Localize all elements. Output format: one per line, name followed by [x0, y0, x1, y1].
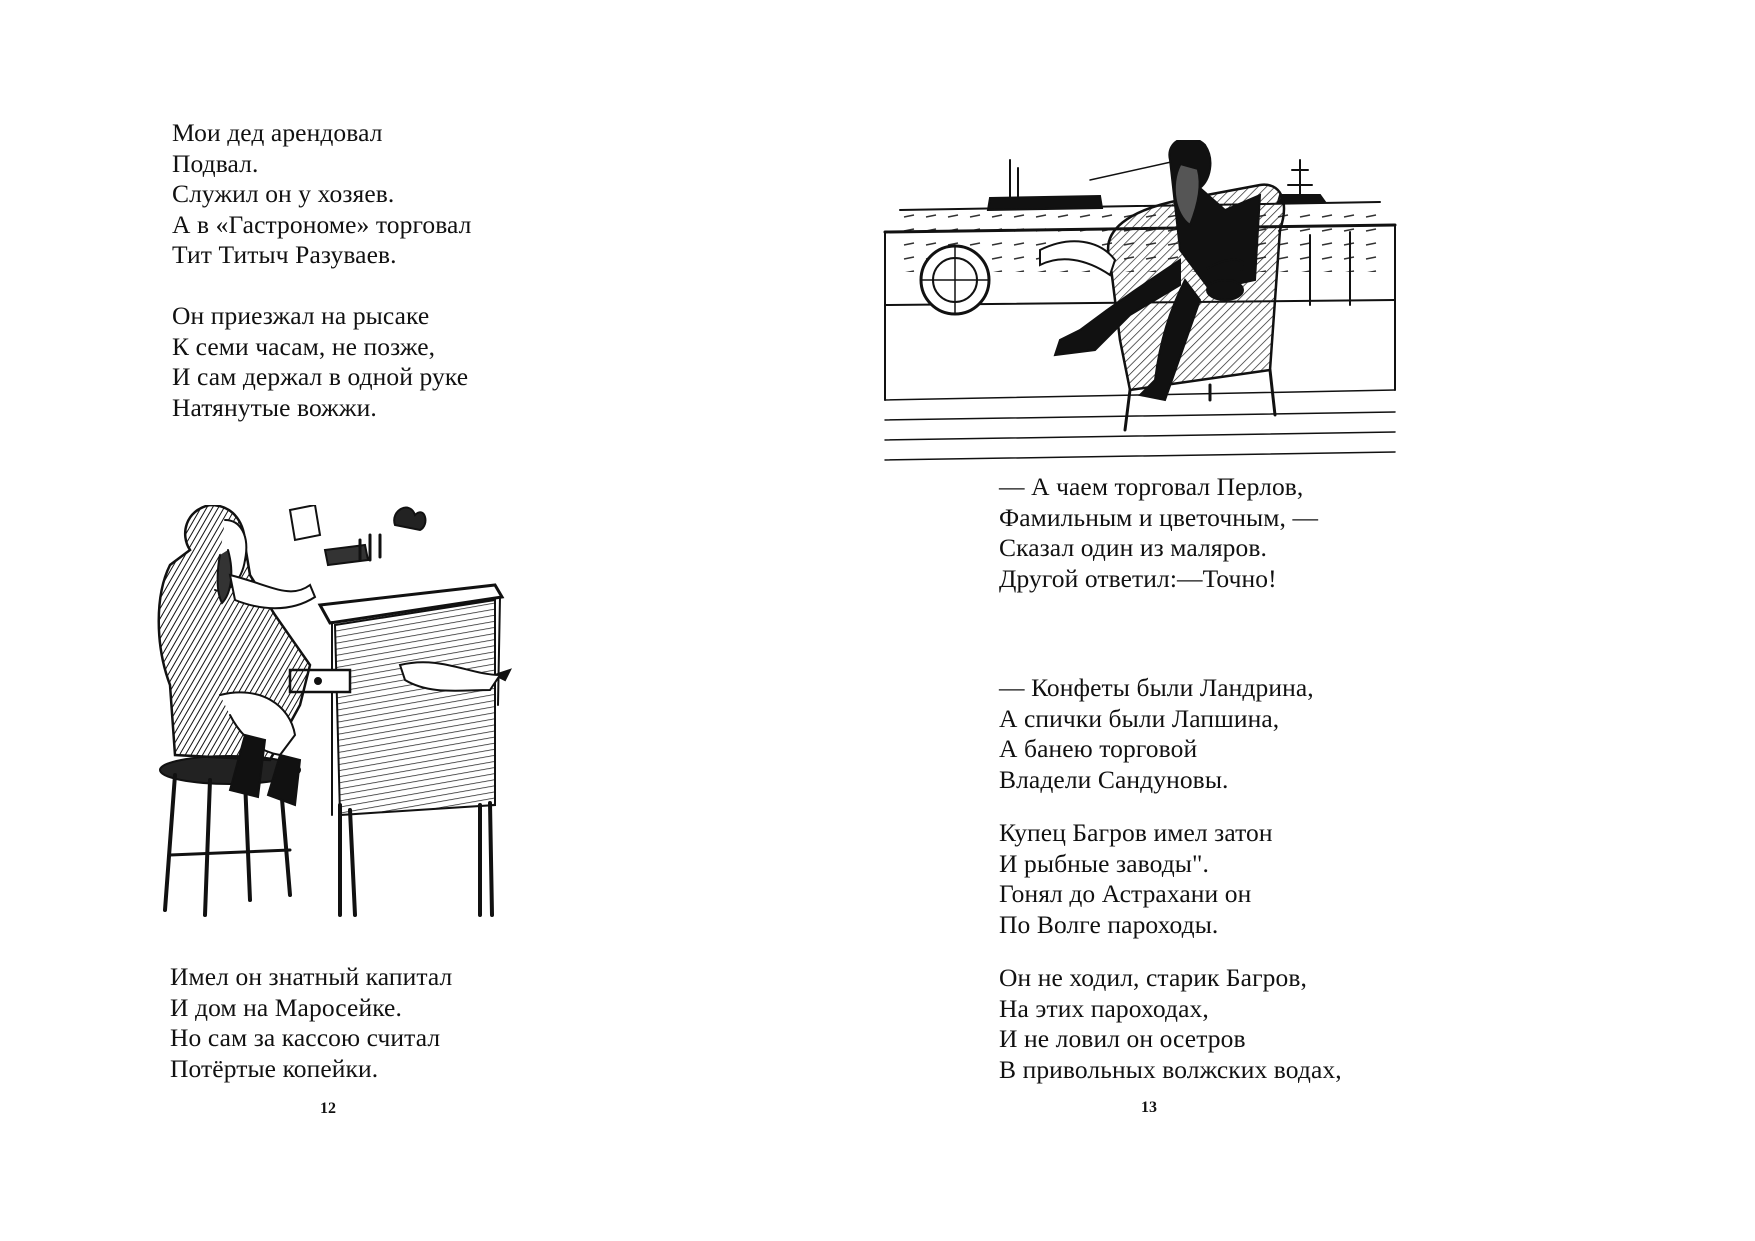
verse-line: А в «Гастрономе» торговал — [172, 209, 472, 239]
verse-line: Фамильным и цветочным, — — [999, 502, 1319, 532]
verse-line: А спички были Лапшина, — [999, 703, 1280, 733]
stanza — [172, 118, 472, 271]
stanza — [999, 818, 1273, 940]
verse-line: На этих пароходах, — [999, 993, 1209, 1023]
verse-line: К семи часам, не позже, — [172, 331, 436, 361]
verse-line: Натянутые вожжи. — [172, 392, 377, 422]
verse-line: Но сам за кассою считал — [170, 1023, 441, 1053]
verse-line: Другой ответил:—Точно! — [999, 563, 1277, 593]
left-page — [0, 0, 877, 1241]
verse-line: И рыбные заводы". — [999, 848, 1209, 878]
verse-line: Подвал. — [172, 148, 259, 178]
merchant-at-desk-illustration — [150, 505, 515, 925]
merchant-on-deck-illustration — [880, 140, 1400, 480]
verse-line: — Конфеты были Ландрина, — [999, 673, 1314, 702]
stanza — [999, 472, 1318, 594]
verse-line: Сказал один из маляров. — [999, 533, 1267, 563]
verse-line: В привольных волжских водах, — [999, 1054, 1342, 1084]
verse-line: Купец Багров имел затон — [999, 818, 1273, 847]
verse-line: Тит Титыч Разуваев. — [172, 240, 397, 270]
page-number: 12 — [320, 1100, 336, 1117]
verse-line: И дом на Маросейке. — [170, 992, 402, 1022]
verse-line: Гонял до Астрахани он — [999, 879, 1252, 909]
verse-line: Он приезжал на рысаке — [172, 301, 430, 330]
verse-line: И не ловил он осетров — [999, 1024, 1246, 1054]
verse-line: — А чаем торговал Перлов, — [999, 472, 1304, 501]
verse-line: Мои дед арендовал — [172, 118, 383, 147]
stanza — [999, 963, 1342, 1085]
verse-line: Имел он знатный капитал — [170, 962, 453, 991]
stanza — [172, 301, 468, 423]
stanza — [999, 673, 1314, 795]
verse-line: А банею торговой — [999, 734, 1198, 764]
verse-line: И сам держал в одной руке — [172, 362, 469, 392]
verse-line: Потёртые копейки. — [170, 1053, 379, 1083]
merchant-at-counting-desk-drawing — [150, 505, 515, 925]
verse-line: По Волге пароходы. — [999, 909, 1219, 939]
verse-line: Служил он у хозяев. — [172, 179, 395, 209]
page-number: 13 — [1141, 1099, 1157, 1116]
stanza — [170, 962, 452, 1084]
merchant-in-wicker-chair-on-deck-drawing — [880, 140, 1400, 480]
verse-line: Владели Сандуновы. — [999, 764, 1229, 794]
right-page — [877, 0, 1755, 1241]
verse-line: Он не ходил, старик Багров, — [999, 963, 1307, 992]
